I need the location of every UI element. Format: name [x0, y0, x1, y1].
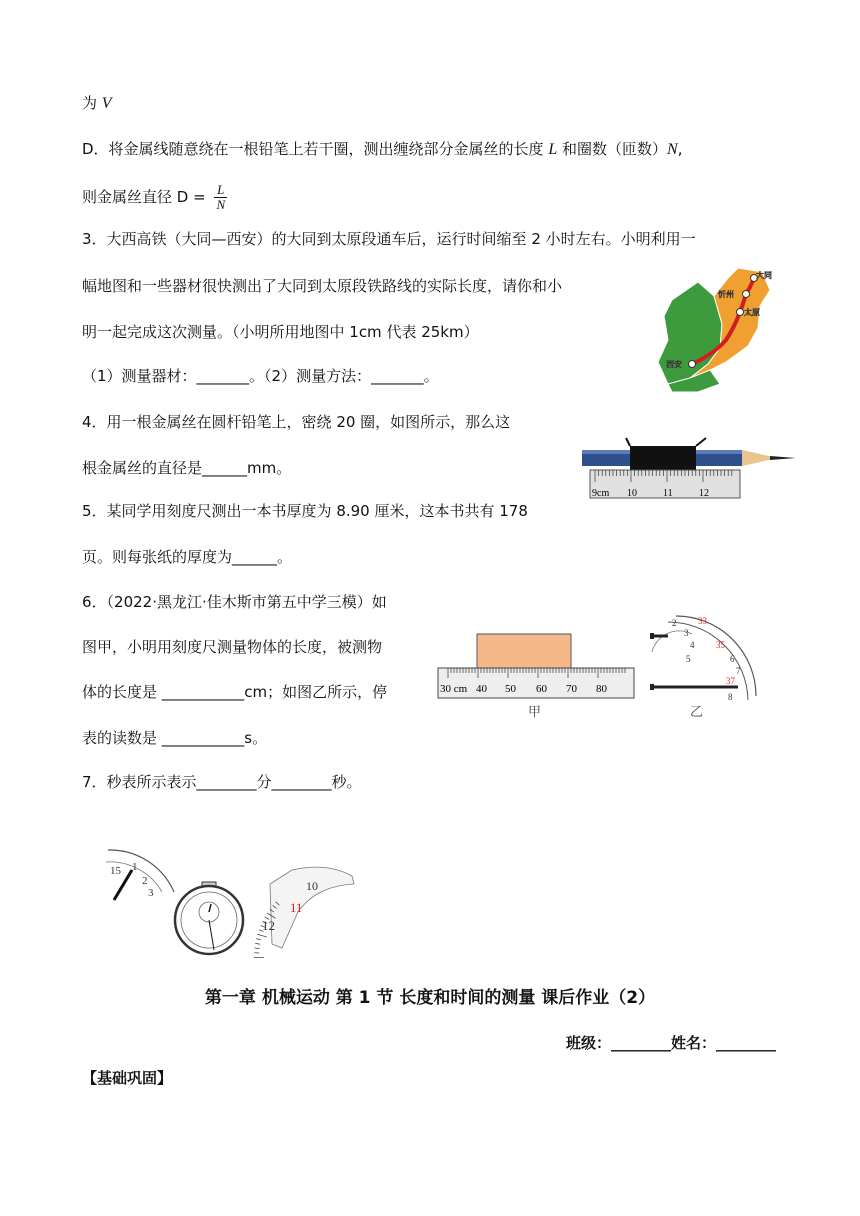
q7-line-1: 7．秒表所示表示________分________秒。 — [82, 773, 362, 791]
block-ruler-label-30cm: 30 cm — [440, 683, 468, 695]
figure-caption-yi: 乙 — [690, 705, 704, 720]
q2-option-d: D．将金属线随意绕在一根铅笔上若干圈，测出缠绕部分金属丝的长度 L 和圈数（匝数）N, — [82, 140, 683, 158]
figure-caption-jia: 甲 — [528, 705, 542, 720]
dial-tick — [255, 943, 260, 944]
q6-line-2: 图甲，小明用刻度尺测量物体的长度，被测物 — [82, 638, 383, 656]
class-name-fields: 班级：________姓名：________ — [565, 1034, 776, 1052]
q2-option-d-formula: 则金属丝直径 D = $\frac{L}{N}$ — [82, 182, 226, 212]
watch-label-11: 11 — [290, 900, 303, 915]
q3-line-3: 明一起完成这次测量。（小明所用地图中 1cm 代表 25km） — [82, 323, 479, 341]
dial-label-37: 37 — [726, 676, 735, 686]
q4-line-1: 4．用一根金属丝在圆杆铅笔上，密绕 20 圈，如图所示，那么这 — [82, 413, 511, 431]
dial-tick — [256, 939, 261, 940]
watch-label-15: 15 — [110, 865, 121, 877]
q3-line-2: 幅地图和一些器材很快测出了大同到太原段铁路线的实际长度，请你和小 — [82, 277, 563, 295]
dial-label-5: 5 — [686, 654, 691, 664]
q2-line-a: 为 V — [82, 94, 112, 112]
pencil-coil-figure — [582, 436, 796, 502]
q5-line-1: 5．某同学用刻度尺测出一本书厚度为 8.90 厘米，这本书共有 178 — [82, 502, 528, 520]
dial-label-2: 2 — [672, 618, 677, 628]
q3-line-4: （1）测量器材：_______。（2）测量方法：_______。 — [82, 367, 439, 385]
ruler-label-11: 11 — [663, 488, 673, 499]
watch-label-12: 12 — [262, 918, 275, 933]
watch-label-2: 2 — [142, 875, 148, 887]
watch-label-1: 1 — [132, 861, 138, 873]
dial-label-33: 33 — [698, 616, 707, 626]
dial-tick — [255, 948, 260, 949]
dial-label-6: 6 — [730, 654, 735, 664]
map-label-xian: 西安 — [666, 360, 682, 369]
block-ruler-label-70: 70 — [566, 683, 577, 695]
ruler-block-figure — [436, 632, 636, 724]
stopwatch-figure — [102, 840, 362, 958]
basic-consolidation-heading: 【基础巩固】 — [82, 1069, 173, 1087]
ruler-label-12: 12 — [699, 488, 709, 499]
q6-line-4: 表的读数是 ___________s。 — [82, 729, 268, 747]
q6-line-3: 体的长度是 ___________cm；如图乙所示，停 — [82, 683, 388, 701]
dial-label-35: 35 — [716, 640, 725, 650]
watch-label-10: 10 — [306, 879, 318, 893]
shanxi-map-figure — [650, 266, 780, 394]
block-ruler-label-40: 40 — [476, 683, 487, 695]
dial-label-4: 4 — [690, 640, 695, 650]
section-title: 第一章 机械运动 第 1 节 长度和时间的测量 课后作业（2） — [204, 988, 656, 1008]
dial-label-7: 7 — [736, 666, 741, 676]
dial-label-3: 3 — [684, 628, 689, 638]
block-ruler-label-80: 80 — [596, 683, 607, 695]
watch-label-3: 3 — [148, 887, 154, 899]
stopwatch-dial-figure — [648, 612, 760, 720]
map-label-xinzhou: 忻州 — [718, 290, 734, 299]
dial-label-8: 8 — [728, 692, 733, 702]
map-label-taiyuan: 太原 — [744, 308, 760, 317]
diameter-fraction: $\frac{L}{N}$ — [216, 182, 226, 212]
block-ruler-label-50: 50 — [505, 683, 516, 695]
q3-line-1: 3．大西高铁（大同—西安）的大同到太原段通车后，运行时间缩至 2 小时左右。小明利用一 — [82, 230, 696, 248]
ruler-label-10: 10 — [627, 488, 637, 499]
q4-line-2: 根金属丝的直径是______mm。 — [82, 459, 292, 477]
dial-tick — [257, 934, 267, 937]
ruler-label-9cm: 9cm — [592, 488, 610, 499]
q6-line-1: 6．（2022·黑龙江·佳木斯市第五中学三模）如 — [82, 593, 387, 611]
block-ruler-label-60: 60 — [536, 683, 547, 695]
map-label-datong: 大同 — [756, 271, 772, 280]
q5-line-2: 页。则每张纸的厚度为______。 — [82, 548, 293, 566]
